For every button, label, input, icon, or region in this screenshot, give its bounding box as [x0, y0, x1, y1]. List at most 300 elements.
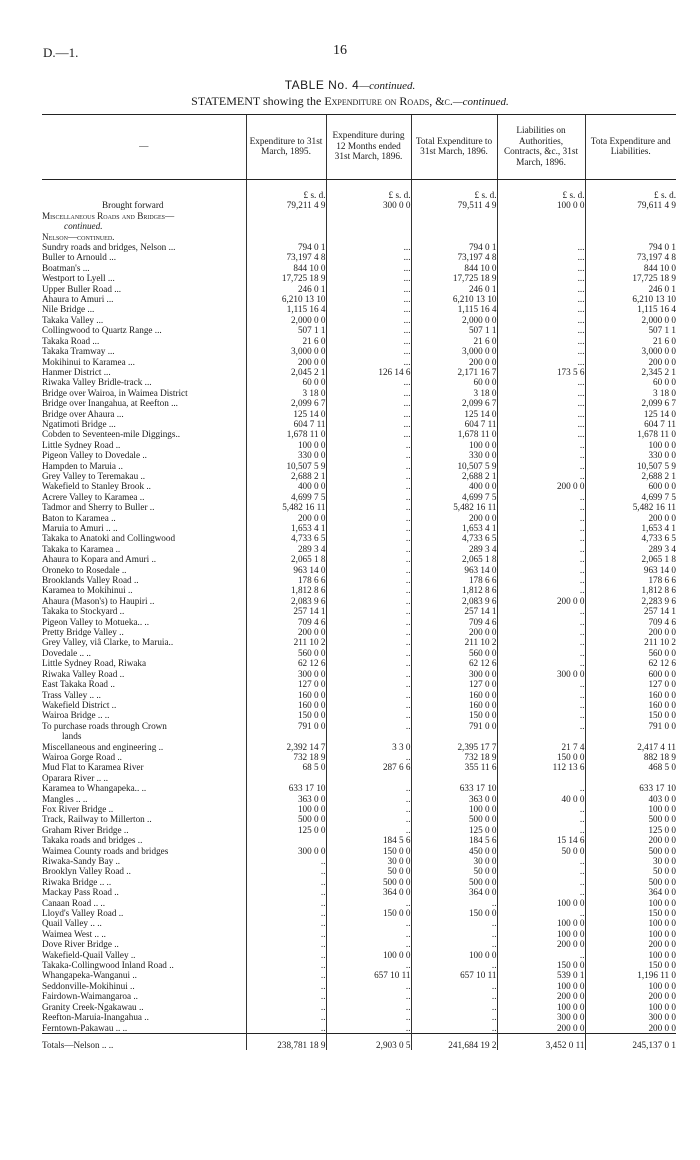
table-row [42, 481, 676, 491]
row-cell: ... [326, 377, 411, 387]
row-cell: ... [497, 252, 585, 262]
row-label: Takaka to Anatoki and Collingwood [42, 533, 176, 544]
row-cell: 160 0 0 [411, 700, 497, 710]
row-cell: 791 0 0 [246, 721, 326, 731]
row-cell: 963 14 0 [246, 565, 326, 575]
row-cell: .. [411, 991, 497, 1001]
row-cell: 1,115 16 4 [246, 304, 326, 314]
row-cell: 1,653 4 1 [585, 523, 676, 533]
col-header-item: — [42, 115, 246, 180]
row-cell: .. [497, 585, 585, 595]
row-label: Mokihinui to Karamea ... [42, 356, 135, 367]
row-label: Baton to Karamea .. [42, 512, 116, 523]
statement-heading [0, 94, 700, 109]
row-cell: ... [326, 242, 411, 252]
row-cell: 127 0 0 [246, 679, 326, 689]
row-cell: .. [497, 721, 585, 731]
row-cell: 200 0 0 [246, 357, 326, 367]
row-cell: .. [411, 1002, 497, 1012]
row-cell: 200 0 0 [246, 513, 326, 523]
row-cell: .. [411, 929, 497, 939]
row-cell: 3,000 0 0 [585, 346, 676, 356]
row-cell: .. [497, 533, 585, 543]
row-cell: 600 0 0 [585, 481, 676, 491]
row-cell: 73,197 4 8 [585, 252, 676, 262]
row-cell: 68 5 0 [246, 762, 326, 772]
row-cell: 1,115 16 4 [585, 304, 676, 314]
row-cell: .. [326, 658, 411, 668]
row-cell: 300 0 0 [246, 846, 326, 856]
row-cell: 200 0 0 [497, 991, 585, 1001]
table-row [42, 752, 676, 762]
units-blank [42, 180, 246, 201]
table-row [42, 804, 676, 814]
table-row [42, 429, 676, 439]
row-cell: .. [326, 783, 411, 793]
row-cell: .. [497, 783, 585, 793]
row-cell: 100 0 0 [497, 898, 585, 908]
table-row [42, 814, 676, 824]
row-cell: .. [326, 471, 411, 481]
row-cell: 450 0 0 [411, 846, 497, 856]
table-row [42, 606, 676, 616]
row-cell: .. [497, 575, 585, 585]
row-cell: .. [497, 554, 585, 564]
row-cell: 2,283 9 6 [585, 596, 676, 606]
row-cell [411, 731, 497, 741]
row-cell: 160 0 0 [585, 700, 676, 710]
row-cell: 300 0 0 [497, 669, 585, 679]
row-cell: ... [326, 273, 411, 283]
brought-forward-cell: 79,511 4 9 [411, 200, 497, 210]
row-cell: 289 3 4 [585, 544, 676, 554]
row-cell: ... [326, 388, 411, 398]
row-cell: 150 0 0 [585, 710, 676, 720]
row-cell: ... [497, 242, 585, 252]
table-row [42, 877, 676, 887]
row-cell: 882 18 9 [585, 752, 676, 762]
row-cell: ... [326, 252, 411, 262]
row-label: Riwaka Valley Road .. [42, 668, 125, 679]
row-cell: 300 0 0 [585, 1012, 676, 1022]
table-row [42, 585, 676, 595]
row-cell: ... [326, 336, 411, 346]
col-header-exp-12-months: Expenditure during 12 Months ended 31st March, 1896. [326, 115, 411, 180]
row-cell: .. [497, 887, 585, 897]
row-cell: 2,083 9 6 [246, 596, 326, 606]
row-cell: ... [497, 263, 585, 273]
row-cell: 1,653 4 1 [411, 523, 497, 533]
row-cell: .. [411, 981, 497, 991]
table-row [42, 981, 676, 991]
row-label: Mud Flat to Karamea River [42, 762, 144, 773]
table-row [42, 679, 676, 689]
row-cell: 100 0 0 [411, 804, 497, 814]
table-row [42, 658, 676, 668]
row-cell: 40 0 0 [497, 794, 585, 804]
row-cell: 50 0 0 [411, 866, 497, 876]
row-cell: 2,099 6 7 [246, 398, 326, 408]
table-title [0, 78, 700, 92]
row-cell: .. [497, 804, 585, 814]
row-cell: .. [497, 908, 585, 918]
row-cell: 507 1 1 [585, 325, 676, 335]
table-row [42, 325, 676, 335]
row-cell: 330 0 0 [246, 450, 326, 460]
row-cell: 125 0 0 [585, 825, 676, 835]
row-cell: 468 5 0 [585, 762, 676, 772]
row-cell: .. [326, 533, 411, 543]
table-title-continued: —continued. [359, 80, 416, 92]
row-label: To purchase roads through Crown [42, 720, 167, 731]
row-cell: 21 7 4 [497, 742, 585, 752]
row-cell: .. [326, 585, 411, 595]
row-cell: .. [411, 918, 497, 928]
brought-forward-cell: 79,611 4 9 [585, 200, 676, 210]
row-cell: 500 0 0 [411, 814, 497, 824]
row-cell: 844 10 0 [585, 263, 676, 273]
row-cell: .. [497, 440, 585, 450]
row-cell: .. [497, 950, 585, 960]
row-label: Little Sydney Road, Riwaka [42, 658, 147, 669]
row-label: Takaka Valley ... [42, 314, 104, 325]
row-cell: .. [246, 1002, 326, 1012]
row-cell: .. [326, 981, 411, 991]
row-label: Cobden to Seventeen-mile Diggings.. [42, 429, 181, 440]
row-cell: .. [246, 960, 326, 970]
table-row [42, 710, 676, 720]
row-cell: 21 6 0 [411, 336, 497, 346]
row-cell: .. [326, 918, 411, 928]
table-row [42, 825, 676, 835]
table-row [42, 669, 676, 679]
row-cell: .. [246, 856, 326, 866]
row-cell: 732 18 9 [411, 752, 497, 762]
row-cell: 160 0 0 [246, 700, 326, 710]
row-cell: ... [326, 304, 411, 314]
brought-forward-cell: 300 0 0 [326, 200, 411, 210]
row-cell: 4,699 7 5 [585, 492, 676, 502]
row-cell: 6,210 13 10 [246, 294, 326, 304]
row-label: Wakefield to Stanley Brook .. [42, 481, 151, 492]
table-row [42, 284, 676, 294]
row-cell: 6,210 13 10 [585, 294, 676, 304]
row-label: Wairoa Gorge Road .. [42, 751, 122, 762]
row-label: Mangles .. .. [42, 793, 88, 804]
row-cell: 160 0 0 [585, 690, 676, 700]
row-cell: 2,345 2 1 [585, 367, 676, 377]
row-cell: .. [326, 461, 411, 471]
row-label: Ferntown-Pakawau .. .. [42, 1022, 128, 1033]
row-label: Oroneko to Rosedale .. [42, 564, 127, 575]
row-cell: 1,678 11 0 [246, 429, 326, 439]
row-cell: 17,725 18 9 [246, 273, 326, 283]
row-cell: 5,482 16 11 [411, 502, 497, 512]
row-cell: 364 0 0 [326, 887, 411, 897]
row-cell: .. [246, 981, 326, 991]
statement-prefix: STATEMENT showing the [191, 94, 322, 108]
row-cell: 300 0 0 [497, 1012, 585, 1022]
row-cell: .. [246, 908, 326, 918]
row-cell: .. [326, 960, 411, 970]
row-cell: .. [326, 575, 411, 585]
row-cell: ... [326, 398, 411, 408]
table-row [42, 565, 676, 575]
row-cell: .. [326, 523, 411, 533]
row-cell: .. [326, 1023, 411, 1034]
row-cell: .. [326, 898, 411, 908]
row-cell: 100 0 0 [585, 1002, 676, 1012]
row-cell: .. [497, 866, 585, 876]
row-cell: 125 14 0 [585, 409, 676, 419]
row-cell: 633 17 10 [585, 783, 676, 793]
row-cell: 211 10 2 [585, 637, 676, 647]
row-cell: 3 3 0 [326, 742, 411, 752]
row-cell: 200 0 0 [497, 1023, 585, 1034]
row-cell: 200 0 0 [585, 835, 676, 845]
row-cell: .. [246, 991, 326, 1001]
row-cell: 507 1 1 [411, 325, 497, 335]
row-cell: .. [246, 929, 326, 939]
table-row [42, 721, 676, 731]
table-row [42, 960, 676, 970]
row-cell: 100 0 0 [411, 950, 497, 960]
row-label: Trass Valley .. .. [42, 689, 101, 700]
row-cell: 300 0 0 [411, 669, 497, 679]
table-row [42, 450, 676, 460]
row-cell: 184 5 6 [411, 835, 497, 845]
row-cell: 633 17 10 [411, 783, 497, 793]
table-row [42, 700, 676, 710]
row-cell: .. [326, 804, 411, 814]
row-cell: 257 14 1 [585, 606, 676, 616]
row-cell: 2,392 14 7 [246, 742, 326, 752]
col-header-exp-1895: Expenditure to 31st March, 1895. [246, 115, 326, 180]
units-cell: £ s. d. [585, 180, 676, 201]
table-row [42, 336, 676, 346]
row-cell: .. [326, 627, 411, 637]
row-cell: 200 0 0 [585, 357, 676, 367]
row-cell: 100 0 0 [497, 929, 585, 939]
row-cell: 2,099 6 7 [585, 398, 676, 408]
row-label: Miscellaneous and engineering .. [42, 741, 164, 752]
statement-subject: Expenditure on Roads, &c. [324, 94, 453, 108]
section-heading-row [42, 211, 676, 221]
row-cell: 10,507 5 9 [585, 461, 676, 471]
row-cell: 3 18 0 [585, 388, 676, 398]
row-label: Brooklyn Valley Road .. [42, 866, 131, 877]
row-cell: ... [326, 346, 411, 356]
row-cell: ... [326, 419, 411, 429]
totals-cell: 2,903 0 5 [326, 1033, 411, 1050]
row-cell: 709 4 6 [411, 617, 497, 627]
brought-forward-cell: 79,211 4 9 [246, 200, 326, 210]
row-cell: 560 0 0 [585, 648, 676, 658]
table-row [42, 440, 676, 450]
col-header-total-exp-liabilities: Tota Expenditure and Liabilities. [585, 115, 676, 180]
row-cell: .. [326, 700, 411, 710]
row-cell: ... [326, 325, 411, 335]
table-row [42, 544, 676, 554]
row-cell: .. [246, 918, 326, 928]
row-cell: .. [411, 960, 497, 970]
row-label: Takaka-Collingwood Inland Road .. [42, 960, 174, 971]
row-cell: 604 7 11 [246, 419, 326, 429]
row-cell: 289 3 4 [246, 544, 326, 554]
units-cell: £ s. d. [246, 180, 326, 201]
row-cell [246, 835, 326, 845]
row-cell: 1,812 8 6 [246, 585, 326, 595]
row-cell: 560 0 0 [411, 648, 497, 658]
row-cell: .. [326, 752, 411, 762]
row-cell: 127 0 0 [585, 679, 676, 689]
table-row [42, 461, 676, 471]
row-cell: .. [497, 461, 585, 471]
row-cell: 2,688 2 1 [585, 471, 676, 481]
row-cell: 400 0 0 [411, 481, 497, 491]
table-row [42, 690, 676, 700]
row-cell: .. [497, 492, 585, 502]
row-cell: ... [497, 336, 585, 346]
row-cell: 330 0 0 [411, 450, 497, 460]
row-cell: 30 0 0 [585, 856, 676, 866]
row-label: Bridge over Inangahua, at Reefton ... [42, 398, 178, 409]
row-cell: .. [246, 939, 326, 949]
row-cell: 150 0 0 [585, 960, 676, 970]
row-cell: ... [497, 357, 585, 367]
row-cell: .. [326, 637, 411, 647]
row-cell: 257 14 1 [246, 606, 326, 616]
row-label: Ahaura (Mason's) to Haupiri .. [42, 595, 155, 606]
row-label: Waimea West .. .. [42, 928, 106, 939]
row-cell: .. [411, 1012, 497, 1022]
row-cell: 5,482 16 11 [246, 502, 326, 512]
row-cell: 200 0 0 [497, 481, 585, 491]
row-cell: .. [246, 887, 326, 897]
row-label: Seddonville-Mokihinui .. [42, 980, 135, 991]
row-cell: 1,196 11 0 [585, 970, 676, 980]
row-cell: .. [326, 669, 411, 679]
row-cell: 125 0 0 [411, 825, 497, 835]
row-label: Fairdown-Waimangaroa .. [42, 991, 138, 1002]
row-cell: 21 6 0 [585, 336, 676, 346]
section-heading-row [42, 232, 676, 242]
row-cell: .. [497, 450, 585, 460]
row-label: Acrere Valley to Karamea .. [42, 491, 145, 502]
row-cell: .. [411, 1023, 497, 1034]
brought-forward-label: Brought forward [102, 200, 164, 211]
section-heading: Miscellaneous Roads and Bridges— [42, 210, 175, 221]
row-cell: 62 12 6 [411, 658, 497, 668]
row-cell: 794 0 1 [246, 242, 326, 252]
row-cell: .. [326, 794, 411, 804]
row-cell: .. [497, 700, 585, 710]
row-label: Quail Valley .. .. [42, 918, 102, 929]
row-cell: 100 0 0 [585, 929, 676, 939]
row-label: Nile Bridge ... [42, 304, 95, 315]
table-row [42, 773, 676, 783]
row-cell: 657 10 11 [411, 970, 497, 980]
row-cell: 100 0 0 [246, 804, 326, 814]
row-label: Graham River Bridge .. [42, 824, 129, 835]
table-row [42, 627, 676, 637]
row-label: Riwaka-Sandy Bay .. [42, 856, 121, 866]
row-label: Takaka Tramway ... [42, 346, 115, 357]
table-row [42, 492, 676, 502]
row-cell: 5,482 16 11 [585, 502, 676, 512]
row-cell: ... [497, 388, 585, 398]
row-cell: 126 14 6 [326, 367, 411, 377]
row-cell: .. [497, 627, 585, 637]
row-label: Granity Creek-Ngakawau .. [42, 1001, 144, 1012]
row-cell: .. [497, 825, 585, 835]
table-row [42, 648, 676, 658]
table-row [42, 398, 676, 408]
row-cell: 709 4 6 [585, 617, 676, 627]
row-cell: 50 0 0 [585, 866, 676, 876]
totals-label: Totals—Nelson .. .. [42, 1033, 246, 1050]
table-row [42, 409, 676, 419]
row-cell: .. [246, 877, 326, 887]
table-row [42, 762, 676, 772]
row-label: Pigeon Valley to Dovedale .. [42, 450, 147, 461]
row-label: Buller to Arnould ... [42, 252, 117, 263]
row-label: Bridge over Ahaura ... [42, 408, 124, 419]
row-cell: ... [326, 294, 411, 304]
table-row [42, 970, 676, 980]
row-cell: 4,733 6 5 [585, 533, 676, 543]
row-cell: 200 0 0 [497, 596, 585, 606]
table-row [42, 794, 676, 804]
row-cell: 1,115 16 4 [411, 304, 497, 314]
row-cell: 184 5 6 [326, 835, 411, 845]
row-label: East Takaka Road .. [42, 679, 115, 690]
row-cell: 963 14 0 [585, 565, 676, 575]
row-cell: 150 0 0 [497, 752, 585, 762]
row-cell: 211 10 2 [411, 637, 497, 647]
row-label: Maruia to Amuri .. .. [42, 523, 118, 533]
row-label: Bridge over Wairoa, in Waimea District [42, 387, 188, 398]
row-cell: 657 10 11 [326, 970, 411, 980]
row-cell: 500 0 0 [585, 814, 676, 824]
table-row [42, 783, 676, 793]
table-row [42, 742, 676, 752]
row-cell: 178 6 6 [585, 575, 676, 585]
row-label: Reefton-Maruia-Inangahua .. [42, 1012, 149, 1023]
table-row [42, 357, 676, 367]
row-cell: 112 13 6 [497, 762, 585, 772]
row-cell: 3,000 0 0 [246, 346, 326, 356]
table-row [42, 939, 676, 949]
row-cell: 200 0 0 [411, 627, 497, 637]
row-cell: 844 10 0 [411, 263, 497, 273]
row-cell: .. [326, 690, 411, 700]
units-cell: £ s. d. [326, 180, 411, 201]
row-cell: 604 7 11 [411, 419, 497, 429]
row-cell: .. [411, 898, 497, 908]
row-cell [246, 731, 326, 741]
row-cell: 178 6 6 [411, 575, 497, 585]
row-cell: 100 0 0 [497, 918, 585, 928]
row-label: Grey Valley to Teremakau .. [42, 470, 146, 481]
table-row [42, 731, 676, 741]
row-cell: 100 0 0 [246, 440, 326, 450]
row-cell: 125 14 0 [246, 409, 326, 419]
row-cell: .. [246, 866, 326, 876]
row-cell: 500 0 0 [326, 877, 411, 887]
row-label: Waimea County roads and bridges [42, 845, 169, 856]
table-row [42, 242, 676, 252]
